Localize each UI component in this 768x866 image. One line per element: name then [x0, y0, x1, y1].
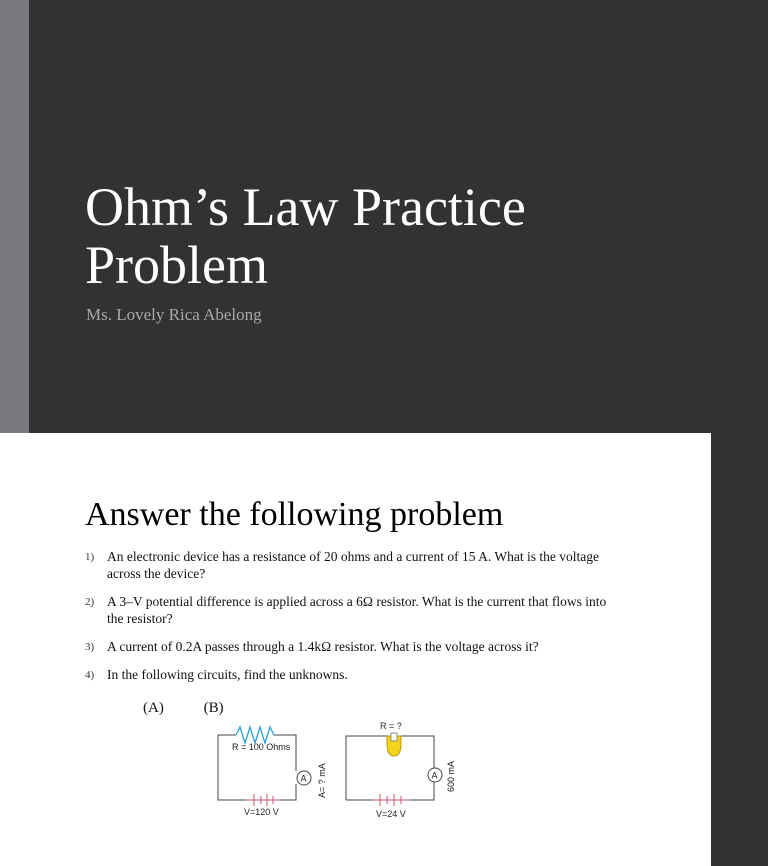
item-number: 4)	[85, 669, 95, 681]
bulb-icon	[387, 733, 401, 756]
circuit-b-voltage-label: V=24 V	[376, 809, 406, 819]
item-text: An electronic device has a resistance of 20 ohms and a current of 15 A. What is the voltage across the device?	[107, 549, 599, 581]
circuit-b-resistor-label: R = ?	[380, 721, 402, 731]
item-number: 2)	[85, 596, 95, 608]
list-item	[85, 638, 615, 655]
circuit-a	[218, 727, 327, 817]
item-text: In the following circuits, find the unknowns.	[107, 667, 348, 682]
circuit-diagrams	[206, 716, 466, 826]
slide-heading: Answer the following problem	[85, 496, 504, 533]
circuit-a-resistor-label: R = 100 Ohms	[232, 742, 291, 752]
battery-icon	[246, 794, 280, 806]
resistor-zigzag	[236, 727, 274, 743]
circuit-label-a: (A)	[143, 700, 164, 716]
item-number: 3)	[85, 641, 95, 653]
problem-list	[85, 548, 615, 694]
item-text: A current of 0.2A passes through a 1.4kΩ resistor. What is the voltage across it?	[107, 639, 539, 654]
item-number: 1)	[85, 551, 95, 563]
slide-subtitle: Ms. Lovely Rica Abelong	[86, 305, 262, 324]
list-item	[85, 666, 615, 683]
circuit-b-ammeter-label: A	[431, 770, 438, 781]
circuit-b-current-label: 600 mA	[446, 760, 456, 792]
item-text: A 3–V potential difference is applied across a 6Ω resistor. What is the current that flows into the resistor?	[107, 594, 607, 626]
slide-title: Ohm’s Law Practice Problem	[85, 177, 526, 295]
circuit-b	[346, 721, 456, 819]
circuit-a-ammeter-label: A	[300, 773, 307, 784]
accent-bar	[0, 0, 29, 433]
problem-slide	[0, 433, 711, 866]
battery-icon	[372, 794, 410, 806]
circuit-a-current-label: A= ? mA	[317, 763, 327, 798]
list-item	[85, 548, 615, 582]
list-item	[85, 593, 615, 627]
circuit-labels	[143, 700, 260, 717]
circuit-label-b: (B)	[203, 700, 224, 716]
circuit-a-voltage-label: V=120 V	[244, 807, 279, 817]
